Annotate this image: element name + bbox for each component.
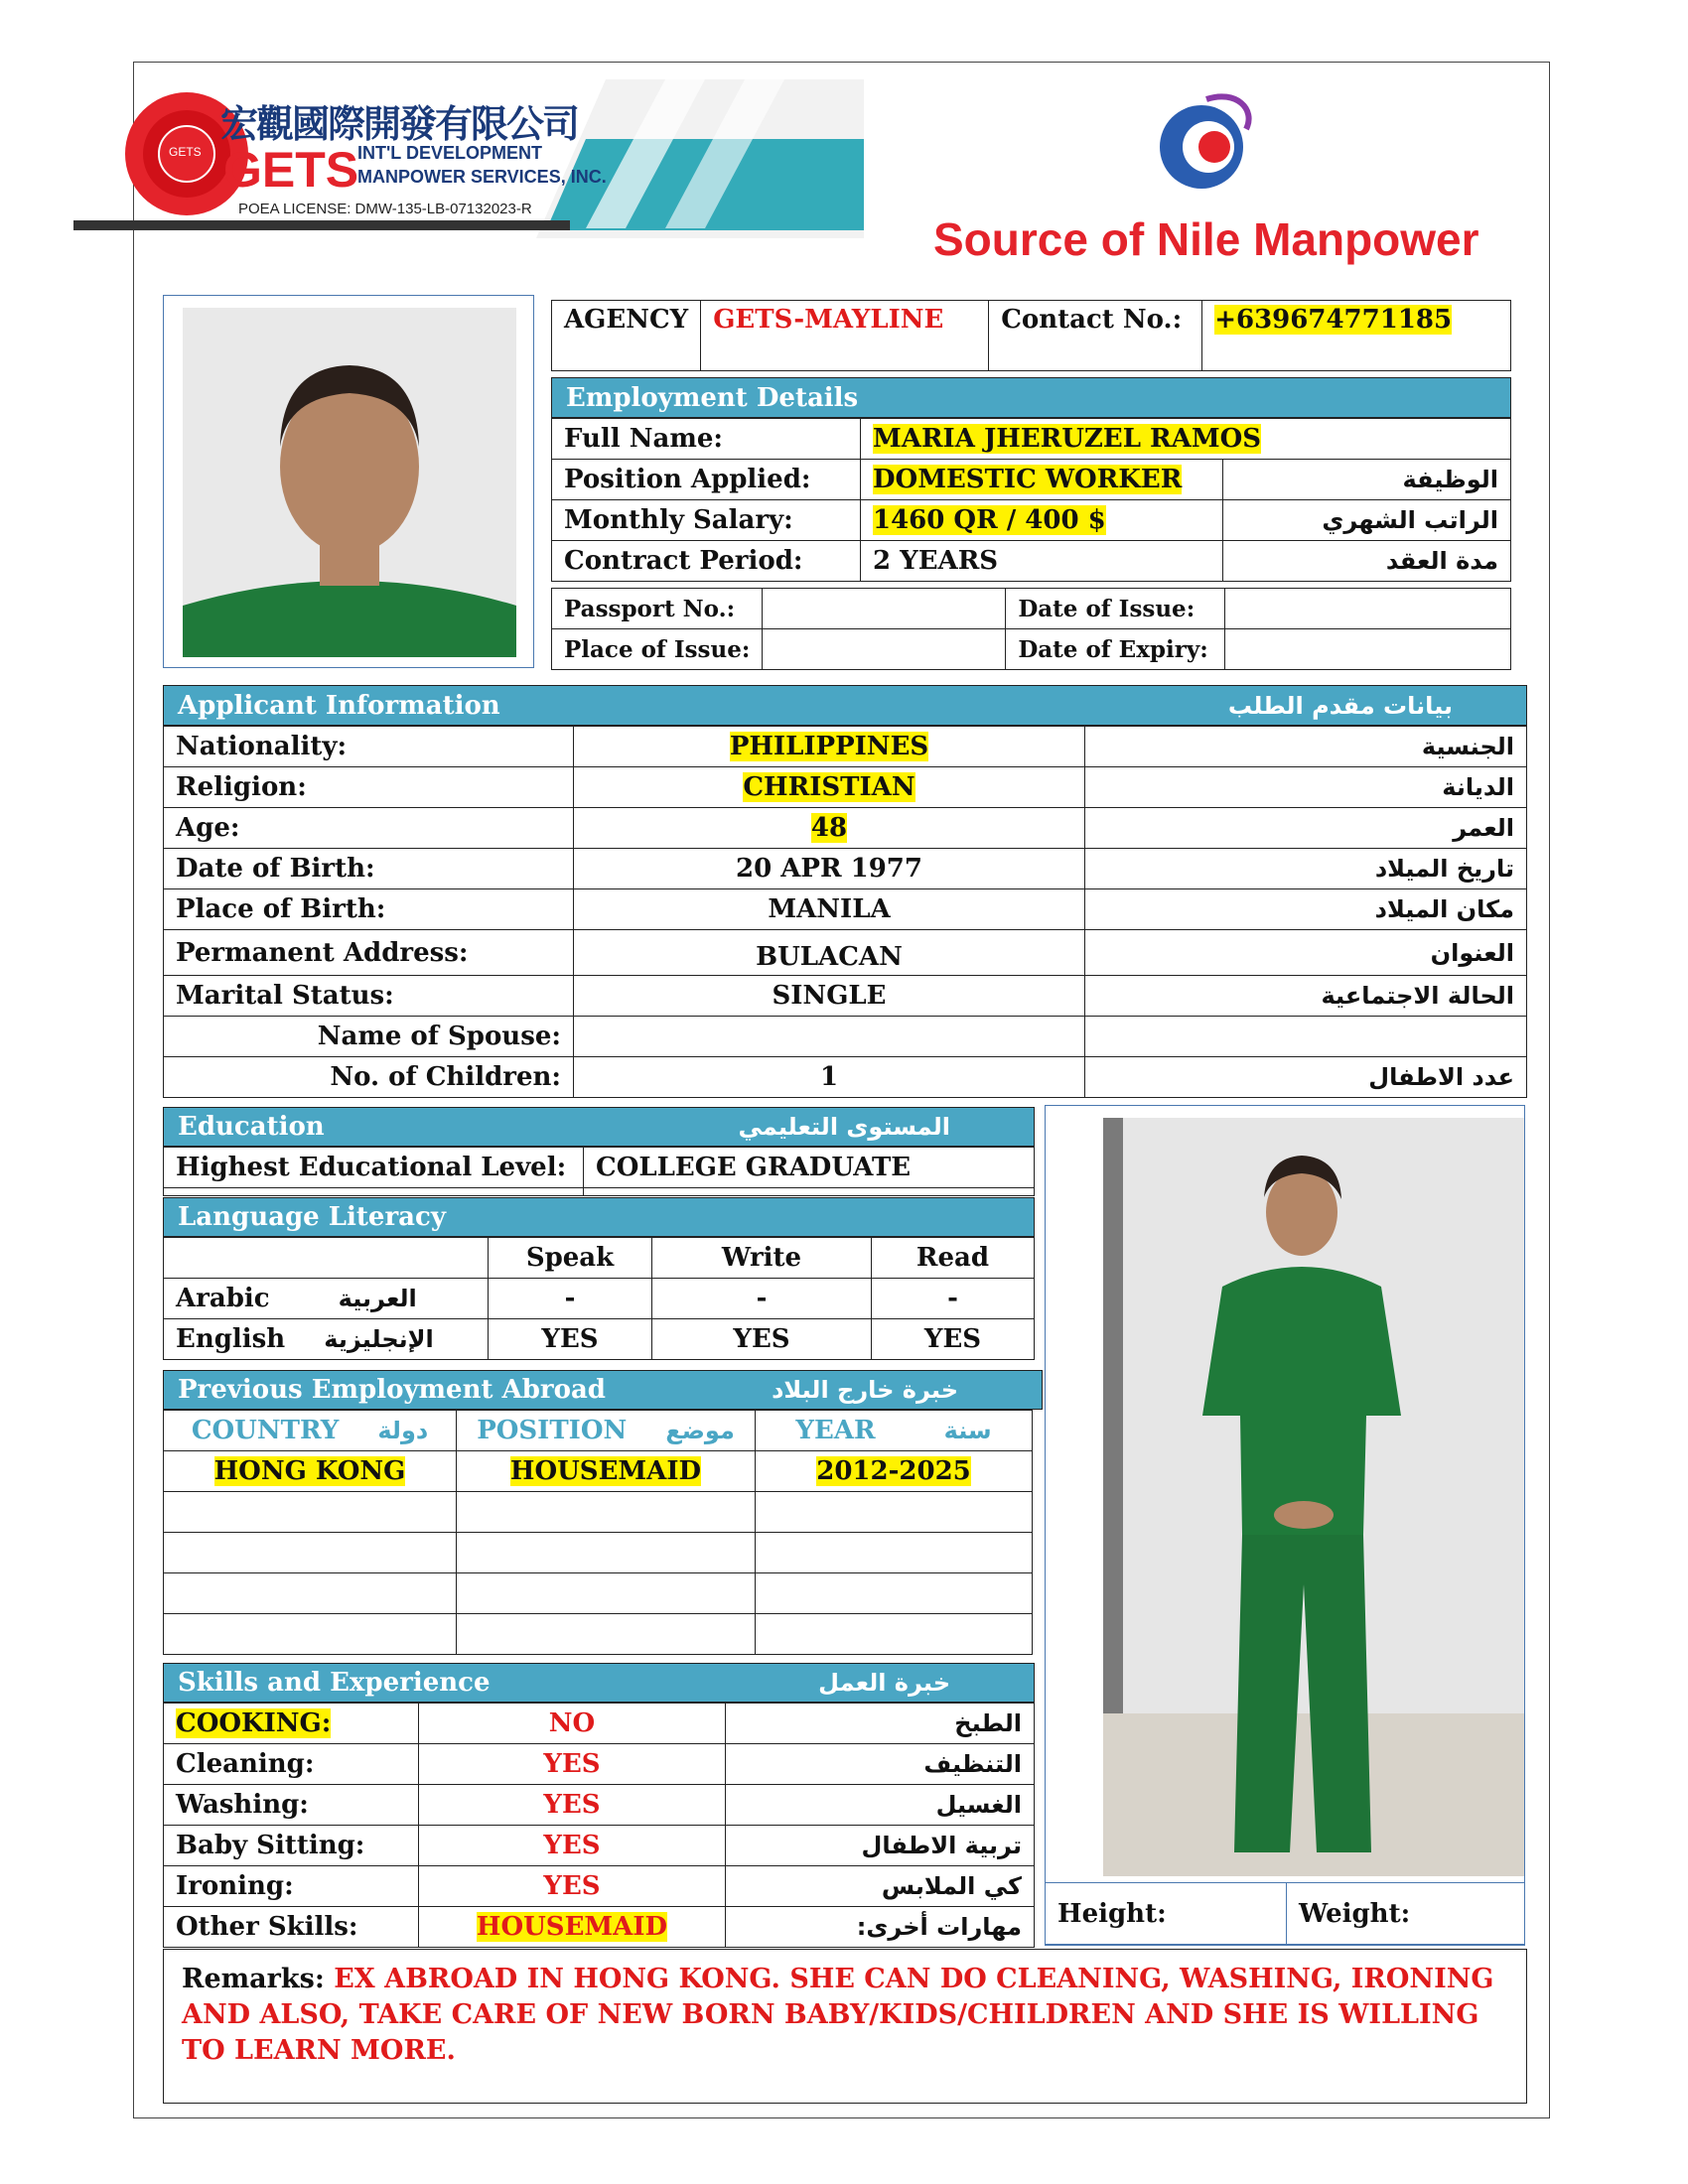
language-read: YES xyxy=(872,1319,1035,1360)
remarks-label: Remarks: xyxy=(182,1964,325,1994)
skill-value: YES xyxy=(419,1744,726,1785)
education-level-value: COLLEGE GRADUATE xyxy=(584,1148,1035,1188)
poea-license: POEA LICENSE: DMW-135-LB-07132023-R xyxy=(238,201,532,217)
language-table xyxy=(163,1237,1035,1360)
skill-arabic: كي الملابس xyxy=(726,1866,1035,1907)
skill-label: COOKING: xyxy=(176,1708,332,1738)
skill-arabic: الطبخ xyxy=(726,1704,1035,1744)
applicant-row xyxy=(164,976,1527,1017)
language-name: English xyxy=(176,1324,286,1354)
position-cell xyxy=(861,460,1223,500)
employment-header xyxy=(551,377,1511,418)
prev-position-cell xyxy=(457,1451,756,1492)
applicant-value-cell xyxy=(574,727,1085,767)
applicant-label: Age: xyxy=(164,808,574,849)
contact-label: Contact No.: xyxy=(989,301,1202,371)
education-table xyxy=(163,1147,1035,1196)
col-position-arabic: موضع xyxy=(665,1417,735,1444)
contact-cell xyxy=(1202,301,1511,371)
expiry-date-label: Date of Expiry: xyxy=(1006,629,1225,670)
contact-value: +639674771185 xyxy=(1214,305,1453,335)
skill-row xyxy=(164,1866,1035,1907)
applicant-row xyxy=(164,1017,1527,1057)
language-name-cell xyxy=(164,1319,489,1360)
issue-date-label: Date of Issue: xyxy=(1006,589,1225,629)
language-name-cell xyxy=(164,1279,489,1319)
applicant-label: Marital Status: xyxy=(164,976,574,1017)
language-write: - xyxy=(652,1279,872,1319)
applicant-value-cell xyxy=(574,767,1085,808)
skill-value: HOUSEMAID xyxy=(476,1912,668,1942)
applicant-arabic xyxy=(1085,1017,1527,1057)
agency-value: GETS-MAYLINE xyxy=(701,301,989,371)
skill-label: Baby Sitting: xyxy=(164,1826,419,1866)
contract-arabic: مدة العقد xyxy=(1223,541,1511,582)
applicant-label: Place of Birth: xyxy=(164,889,574,930)
language-row xyxy=(164,1279,1035,1319)
prev-country-cell xyxy=(164,1451,457,1492)
agency-label: AGENCY xyxy=(552,301,701,371)
col-year: YEAR xyxy=(795,1416,876,1445)
applicant-arabic: عدد الاطفال xyxy=(1085,1057,1527,1098)
gets-badge: GETS xyxy=(169,145,202,159)
portrait-photo xyxy=(183,308,516,657)
applicant-row xyxy=(164,808,1527,849)
skill-arabic: تربية الاطفال xyxy=(726,1826,1035,1866)
salary-value: 1460 QR / 400 $ xyxy=(873,505,1106,535)
partner-name: Source of Nile Manpower xyxy=(933,213,1479,265)
applicant-value: PHILIPPINES xyxy=(729,732,929,761)
skill-arabic: التنظيف xyxy=(726,1744,1035,1785)
prev-year-cell xyxy=(756,1451,1033,1492)
applicant-arabic: العمر xyxy=(1085,808,1527,849)
position-value: DOMESTIC WORKER xyxy=(873,465,1183,494)
gets-logo xyxy=(70,79,864,238)
applicant-value xyxy=(574,1017,1085,1057)
position-arabic: الوظيفة xyxy=(1223,460,1511,500)
skill-value-cell xyxy=(419,1907,726,1948)
applicant-header xyxy=(163,685,1527,726)
remarks-text: EX ABROAD IN HONG KONG. SHE CAN DO CLEANING, WASHING, IRONING AND ALSO, TAKE CARE OF NEW BORN BABY/KIDS/CHILDREN AND SHE IS WILLING TO LEARN MORE. xyxy=(182,1964,1494,2066)
applicant-arabic: تاريخ الميلاد xyxy=(1085,849,1527,889)
weight-label: Weight: xyxy=(1287,1883,1525,1946)
language-col-write: Write xyxy=(652,1238,872,1279)
skill-row xyxy=(164,1785,1035,1826)
skill-label: Ironing: xyxy=(164,1866,419,1907)
skill-row xyxy=(164,1826,1035,1866)
full-name-label: Full Name: xyxy=(552,419,861,460)
applicant-row xyxy=(164,1057,1527,1098)
gets-chinese-name: 宏觀國際開發有限公司 xyxy=(220,102,579,146)
language-name-arabic: العربية xyxy=(338,1285,417,1312)
applicant-row xyxy=(164,727,1527,767)
skill-arabic: الغسيل xyxy=(726,1785,1035,1826)
language-speak: - xyxy=(489,1279,652,1319)
applicant-value: MANILA xyxy=(574,889,1085,930)
applicant-label: Date of Birth: xyxy=(164,849,574,889)
gets-sub2: MANPOWER SERVICES, INC. xyxy=(357,167,607,187)
skill-label: Other Skills: xyxy=(164,1907,419,1948)
skills-title: Skills and Experience xyxy=(178,1668,491,1698)
applicant-label: No. of Children: xyxy=(164,1057,574,1098)
col-position: POSITION xyxy=(477,1416,628,1445)
previous-employment-header xyxy=(163,1370,1043,1410)
prev-country: HONG KONG xyxy=(213,1456,406,1486)
skill-row xyxy=(164,1704,1035,1744)
skills-header xyxy=(163,1663,1035,1703)
employment-title: Employment Details xyxy=(566,382,859,413)
applicant-arabic: الحالة الاجتماعية xyxy=(1085,976,1527,1017)
agency-table xyxy=(551,300,1511,371)
applicant-row xyxy=(164,849,1527,889)
skill-row xyxy=(164,1907,1035,1948)
applicant-arabic: مكان الميلاد xyxy=(1085,889,1527,930)
contract-value: 2 YEARS xyxy=(861,541,1223,582)
partner-logo xyxy=(933,89,1489,268)
remarks-box xyxy=(163,1949,1527,2104)
education-header xyxy=(163,1107,1035,1147)
col-country-arabic: دولة xyxy=(377,1417,429,1444)
applicant-value: SINGLE xyxy=(574,976,1085,1017)
skill-label: Washing: xyxy=(164,1785,419,1826)
skill-label-cell xyxy=(164,1704,419,1744)
contract-label: Contract Period: xyxy=(552,541,861,582)
applicant-label: Permanent Address: xyxy=(164,930,574,976)
applicant-title-arabic: بيانات مقدم الطلب xyxy=(1227,691,1453,720)
height-label: Height: xyxy=(1046,1883,1287,1946)
language-name-arabic: الإنجليزية xyxy=(324,1325,434,1353)
language-header xyxy=(163,1197,1035,1237)
issue-date-value xyxy=(1225,589,1511,629)
language-title: Language Literacy xyxy=(178,1202,446,1232)
applicant-title: Applicant Information xyxy=(178,690,500,721)
col-year-arabic: سنة xyxy=(943,1417,992,1444)
language-write: YES xyxy=(652,1319,872,1360)
applicant-table xyxy=(163,726,1527,1098)
previous-employment-title-arabic: خبرة خارج البلاد xyxy=(772,1376,958,1404)
applicant-row xyxy=(164,767,1527,808)
skill-value: YES xyxy=(419,1866,726,1907)
previous-employment-row xyxy=(164,1451,1033,1492)
portrait-photo-frame xyxy=(163,295,534,668)
skill-arabic: مهارات أخرى: xyxy=(726,1907,1035,1948)
applicant-row xyxy=(164,930,1527,976)
prev-year: 2012-2025 xyxy=(816,1456,971,1486)
applicant-arabic: الديانة xyxy=(1085,767,1527,808)
skill-value: YES xyxy=(419,1826,726,1866)
applicant-value: 20 APR 1977 xyxy=(574,849,1085,889)
full-body-photo xyxy=(1103,1118,1524,1876)
skill-row xyxy=(164,1744,1035,1785)
employment-table xyxy=(551,418,1511,582)
expiry-date-value xyxy=(1225,629,1511,670)
applicant-value-cell xyxy=(574,808,1085,849)
applicant-label: Nationality: xyxy=(164,727,574,767)
salary-arabic: الراتب الشهري xyxy=(1223,500,1511,541)
education-level-label: Highest Educational Level: xyxy=(164,1148,584,1188)
education-title: Education xyxy=(178,1112,325,1142)
col-year-cell xyxy=(756,1411,1033,1451)
place-of-issue-label: Place of Issue: xyxy=(552,629,763,670)
applicant-value: CHRISTIAN xyxy=(743,772,915,802)
education-title-arabic: المستوى التعليمي xyxy=(738,1113,950,1141)
applicant-arabic: العنوان xyxy=(1085,930,1527,976)
full-body-photo-frame xyxy=(1045,1105,1525,1945)
prev-position: HOUSEMAID xyxy=(509,1456,702,1486)
position-label: Position Applied: xyxy=(552,460,861,500)
skills-title-arabic: خبرة العمل xyxy=(818,1669,950,1697)
passport-label: Passport No.: xyxy=(552,589,763,629)
gets-sub1: INT'L DEVELOPMENT xyxy=(357,143,542,163)
skill-value: NO xyxy=(419,1704,726,1744)
nile-emblem-icon xyxy=(1147,89,1266,199)
language-col-read: Read xyxy=(872,1238,1035,1279)
applicant-value: 48 xyxy=(810,813,848,843)
language-col-speak: Speak xyxy=(489,1238,652,1279)
skill-label: Cleaning: xyxy=(164,1744,419,1785)
gets-brand: GETS xyxy=(223,142,359,198)
col-country: COUNTRY xyxy=(191,1416,340,1445)
applicant-label: Religion: xyxy=(164,767,574,808)
applicant-arabic: الجنسية xyxy=(1085,727,1527,767)
language-speak: YES xyxy=(489,1319,652,1360)
language-name: Arabic xyxy=(176,1284,270,1313)
language-row xyxy=(164,1319,1035,1360)
salary-label: Monthly Salary: xyxy=(552,500,861,541)
language-read: - xyxy=(872,1279,1035,1319)
previous-employment-table xyxy=(163,1410,1033,1655)
skills-table xyxy=(163,1703,1035,1948)
applicant-value: BULACAN xyxy=(574,930,1085,976)
full-name-cell xyxy=(861,419,1511,460)
place-of-issue-value xyxy=(763,629,1006,670)
passport-value xyxy=(763,589,1006,629)
previous-employment-title: Previous Employment Abroad xyxy=(178,1375,606,1405)
passport-table xyxy=(551,588,1511,670)
height-weight-table xyxy=(1045,1882,1525,1946)
applicant-label: Name of Spouse: xyxy=(164,1017,574,1057)
applicant-value: 1 xyxy=(574,1057,1085,1098)
full-name-value: MARIA JHERUZEL RAMOS xyxy=(873,424,1262,454)
skill-value: YES xyxy=(419,1785,726,1826)
applicant-row xyxy=(164,889,1527,930)
col-position-cell xyxy=(457,1411,756,1451)
col-country-cell xyxy=(164,1411,457,1451)
salary-cell xyxy=(861,500,1223,541)
